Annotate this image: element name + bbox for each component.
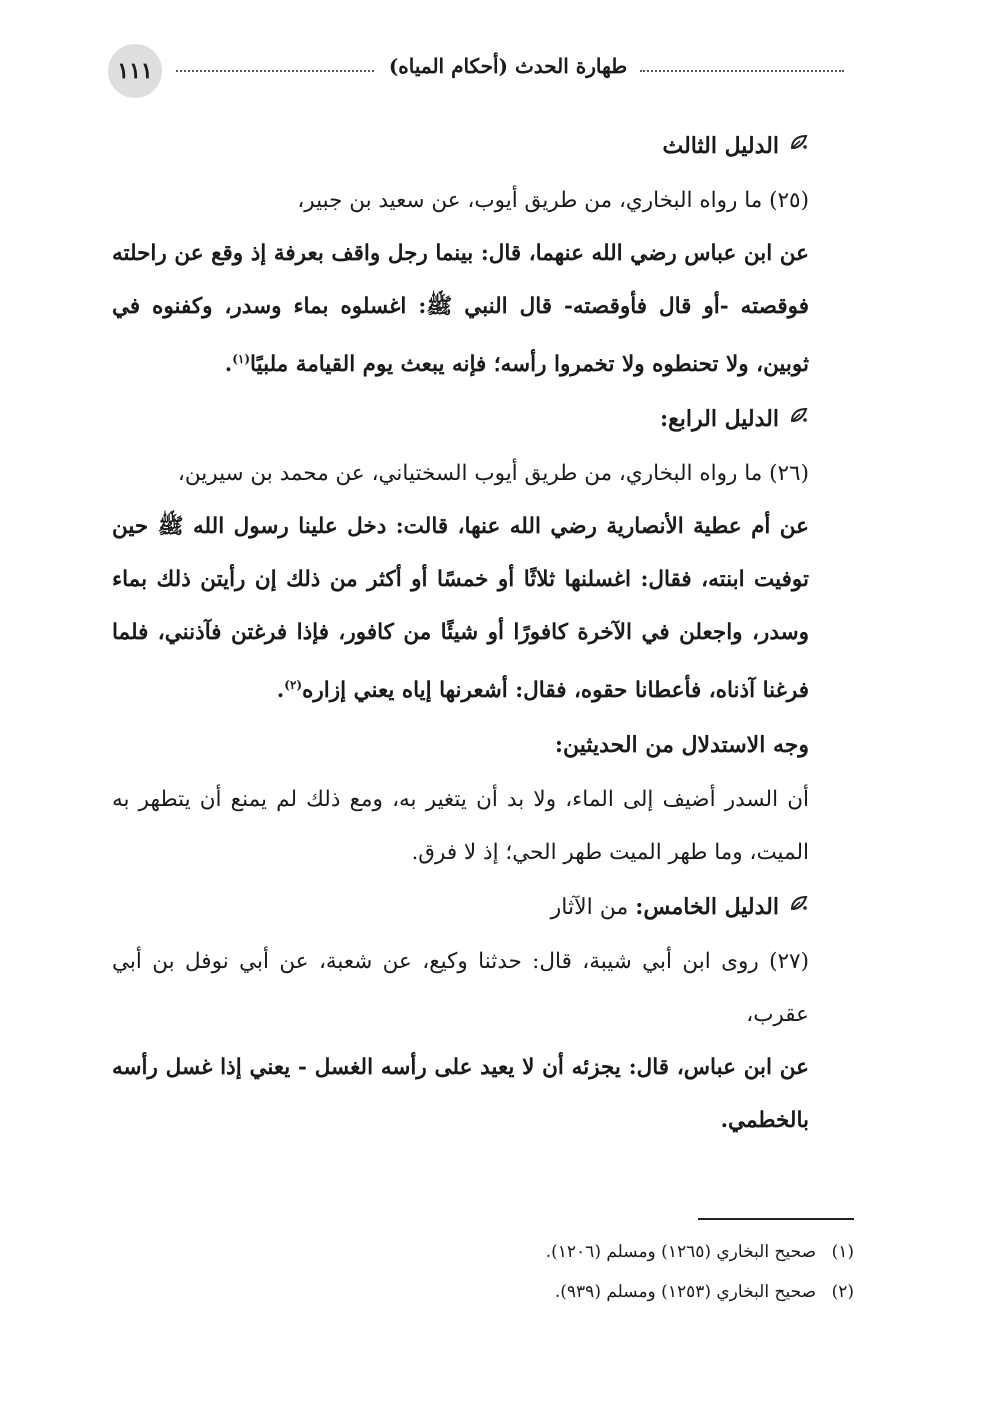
footnote-number: (١) bbox=[831, 1242, 854, 1262]
section-heading bbox=[112, 118, 809, 174]
leaf-ornament-icon bbox=[789, 879, 809, 935]
narration-chain bbox=[112, 773, 809, 879]
hadith-text bbox=[112, 1041, 809, 1147]
footnote-number: (٢) bbox=[831, 1282, 854, 1302]
heading-text: الدليل الخامس: bbox=[635, 894, 779, 921]
heading-text: الدليل الرابع: bbox=[659, 406, 779, 433]
sentence-end: . bbox=[224, 352, 233, 378]
section-heading bbox=[112, 879, 809, 935]
paragraph-text: (٢٦) ما رواه البخاري، من طريق أيوب السختياني، عن محمد بن سيرين، bbox=[177, 461, 809, 487]
paragraph-text: أن السدر أضيف إلى الماء، ولا بد أن يتغير به، ومع ذلك لم يمنع أن يتطهر به الميت، وما طهر الميت طهر الحي؛ إذ لا فرق. bbox=[112, 787, 809, 866]
footnote-reference[interactable]: (٢) bbox=[284, 678, 303, 693]
footnote-item bbox=[400, 1232, 854, 1272]
hadith-text bbox=[112, 227, 809, 391]
narration-chain bbox=[112, 935, 809, 1041]
page-number-text: ١١١ bbox=[117, 58, 153, 84]
header-dotted-leader-right bbox=[640, 70, 844, 72]
footnote-text: صحيح البخاري (١٢٥٣) ومسلم (٩٣٩). bbox=[554, 1282, 816, 1302]
header-dotted-leader-left bbox=[176, 70, 374, 72]
heading-text: وجه الاستدلال من الحديثين: bbox=[554, 732, 809, 759]
paragraph-text: (٢٧) روى ابن أبي شيبة، قال: حدثنا وكيع، عن شعبة، عن أبي نوفل بن أبي عقرب، bbox=[112, 949, 809, 1028]
main-text bbox=[112, 118, 809, 1147]
footnote-separator bbox=[698, 1218, 854, 1220]
footnotes bbox=[400, 1232, 854, 1312]
narration-chain bbox=[112, 447, 809, 500]
footnote-reference[interactable]: (١) bbox=[232, 352, 251, 366]
hadith-text bbox=[112, 500, 809, 717]
section-heading bbox=[112, 391, 809, 447]
footnote-item bbox=[400, 1272, 854, 1312]
paragraph-text: عن أم عطية الأنصارية رضي الله عنها، قالت: دخل علينا رسول الله ﷺ حين توفيت ابنته، فقال: اغسلنها ثلاثًا أو خمسًا أو أكثر من ذلك إن رأيتن ذلك بماء وسدر، واجعلن في الآخرة كافورًا أو شيئًا من كافور، فإذا فرغتن فآذنني، فلما فرغنا آذناه، فأعطانا حقوه، فقال: أشعرنها إياه يعني إزاره bbox=[112, 514, 809, 704]
narration-chain bbox=[112, 174, 809, 227]
footnote-text: صحيح البخاري (١٢٦٥) ومسلم (١٢٠٦). bbox=[545, 1242, 816, 1262]
leaf-ornament-icon bbox=[789, 391, 809, 447]
paragraph-text: عن ابن عباس رضي الله عنهما، قال: بينما رجل واقف بعرفة إذ وقع عن راحلته فوقصته -أو قال فأوقصته- قال النبي ﷺ: اغسلوه بماء وسدر، وكفنوه في ثوبين، ولا تحنطوه ولا تخمروا رأسه؛ فإنه يبعث يوم القيامة ملبيًا bbox=[112, 241, 809, 378]
heading-text: الدليل الثالث bbox=[662, 133, 779, 159]
running-header-title: طهارة الحدث (أحكام المياه) bbox=[388, 54, 628, 78]
paragraph-text: (٢٥) ما رواه البخاري، من طريق أيوب، عن سعيد بن جبير، bbox=[297, 188, 809, 213]
sentence-end: . bbox=[276, 678, 285, 704]
page-number bbox=[108, 44, 162, 98]
leaf-ornament-icon bbox=[789, 118, 809, 174]
paragraph-text: عن ابن عباس، قال: يجزئه أن لا يعيد على رأسه الغسل - يعني إذا غسل رأسه بالخطمي. bbox=[112, 1055, 809, 1134]
section-subheading bbox=[112, 717, 809, 773]
heading-rest-text: من الآثار bbox=[550, 895, 636, 921]
